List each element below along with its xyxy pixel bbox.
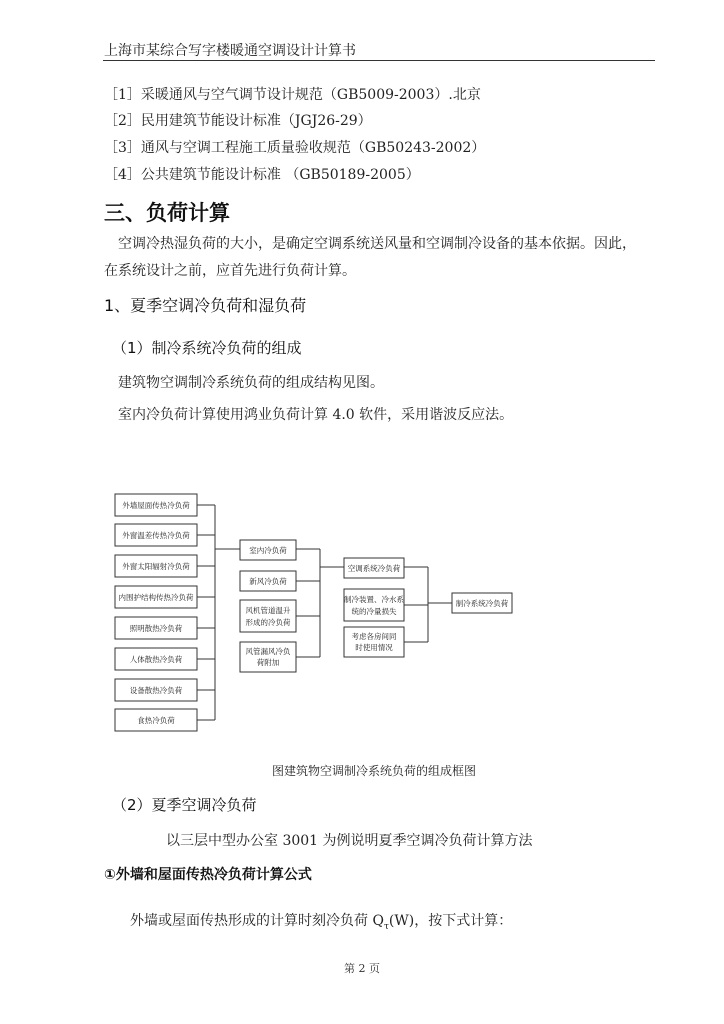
diagram-label-equipment: 设备散热冷负荷 — [129, 686, 183, 695]
diagram-label-ac-system-load: 空调系统冷负荷 — [347, 564, 401, 573]
page-number: 第 2 页 — [344, 962, 380, 975]
diagram-box-chiller-loss — [344, 589, 404, 621]
document-header-title: 上海市某综合写字楼暖通空调设计计算书 — [104, 43, 356, 59]
diagram-label-refrigeration-load: 制冷系统冷负荷 — [455, 599, 509, 608]
diagram-label-wall-roof: 外墙屋面传热冷负荷 — [122, 501, 190, 510]
subsection-1-2-title: （2）夏季空调冷负荷 — [112, 796, 257, 814]
section-title: 三、负荷计算 — [104, 201, 230, 225]
subsection-1-title: 1、夏季空调冷负荷和湿负荷 — [104, 296, 307, 315]
diagram-label-indoor-load: 室内冷负荷 — [249, 546, 287, 555]
diagram-label-window-temp: 外窗温差传热冷负荷 — [122, 531, 190, 540]
subsection-1-1-line2: 室内冷负荷计算使用鸿业负荷计算 4.0 软件，采用谐波反应法。 — [118, 407, 514, 423]
formula-text-post: (W)，按下式计算： — [388, 913, 513, 929]
subsection-1-1-title: （1）制冷系统冷负荷的组成 — [112, 339, 302, 357]
diagram-label-chiller-loss-a: 制冷装置、冷水系 — [344, 595, 404, 604]
formula-text-pre: 外墙或屋面传热形成的计算时刻冷负荷 Q — [130, 913, 384, 929]
diagram-label-fresh-air-load: 新风冷负荷 — [249, 577, 287, 586]
diagram-label-interior-envelope: 内围护结构传热冷负荷 — [118, 593, 194, 602]
subsection-1-2-line1: 以三层中型办公室 3001 为例说明夏季空调冷负荷计算方法 — [166, 833, 533, 849]
diagram-label-window-solar: 外窗太阳辐射冷负荷 — [122, 562, 190, 571]
diagram-label-simultaneous-b: 时使用情况 — [355, 643, 393, 652]
diagram-label-simultaneous-a: 考虑各房间同 — [351, 632, 397, 641]
diagram-label-lighting: 照明散热冷负荷 — [129, 624, 183, 633]
diagram-label-fan-duct-a: 风机管道温升 — [245, 606, 291, 615]
subsection-1-1-line1: 建筑物空调制冷系统负荷的组成结构见图。 — [118, 375, 384, 391]
diagram-label-duct-leak-a: 风管漏风冷负 — [245, 647, 291, 656]
reference-1: ［1］采暖通风与空气调节设计规范（GB5009-2003）.北京 — [104, 87, 481, 103]
formula-line — [130, 910, 512, 932]
formula-subscript: τ — [383, 921, 389, 932]
diagram-label-fan-duct-b: 形成的冷负荷 — [245, 618, 291, 627]
item-1-title: ①外墙和屋面传热冷负荷计算公式 — [104, 867, 312, 883]
section-intro-line1: 空调冷热湿负荷的大小，是确定空调系统送风量和空调制冷设备的基本依据。因此， — [118, 236, 636, 252]
diagram-label-human: 人体散热冷负荷 — [129, 655, 183, 664]
diagram-label-food: 食热冷负荷 — [137, 716, 175, 725]
reference-3: ［3］通风与空调工程施工质量验收规范（GB50243-2002） — [104, 140, 486, 156]
reference-2: ［2］民用建筑节能设计标准（JGJ26-29） — [104, 113, 372, 129]
diagram-label-duct-leak-b: 荷附加 — [256, 658, 280, 667]
diagram-label-chiller-loss-b: 统的冷量损失 — [351, 607, 397, 616]
section-intro-line2: 在系统设计之前，应首先进行负荷计算。 — [104, 263, 356, 279]
reference-4: ［4］公共建筑节能设计标准 （GB50189-2005） — [104, 167, 420, 183]
diagram-caption: 图建筑物空调制冷系统负荷的组成框图 — [272, 764, 477, 778]
diagram-box-fan-duct-load — [240, 600, 296, 632]
